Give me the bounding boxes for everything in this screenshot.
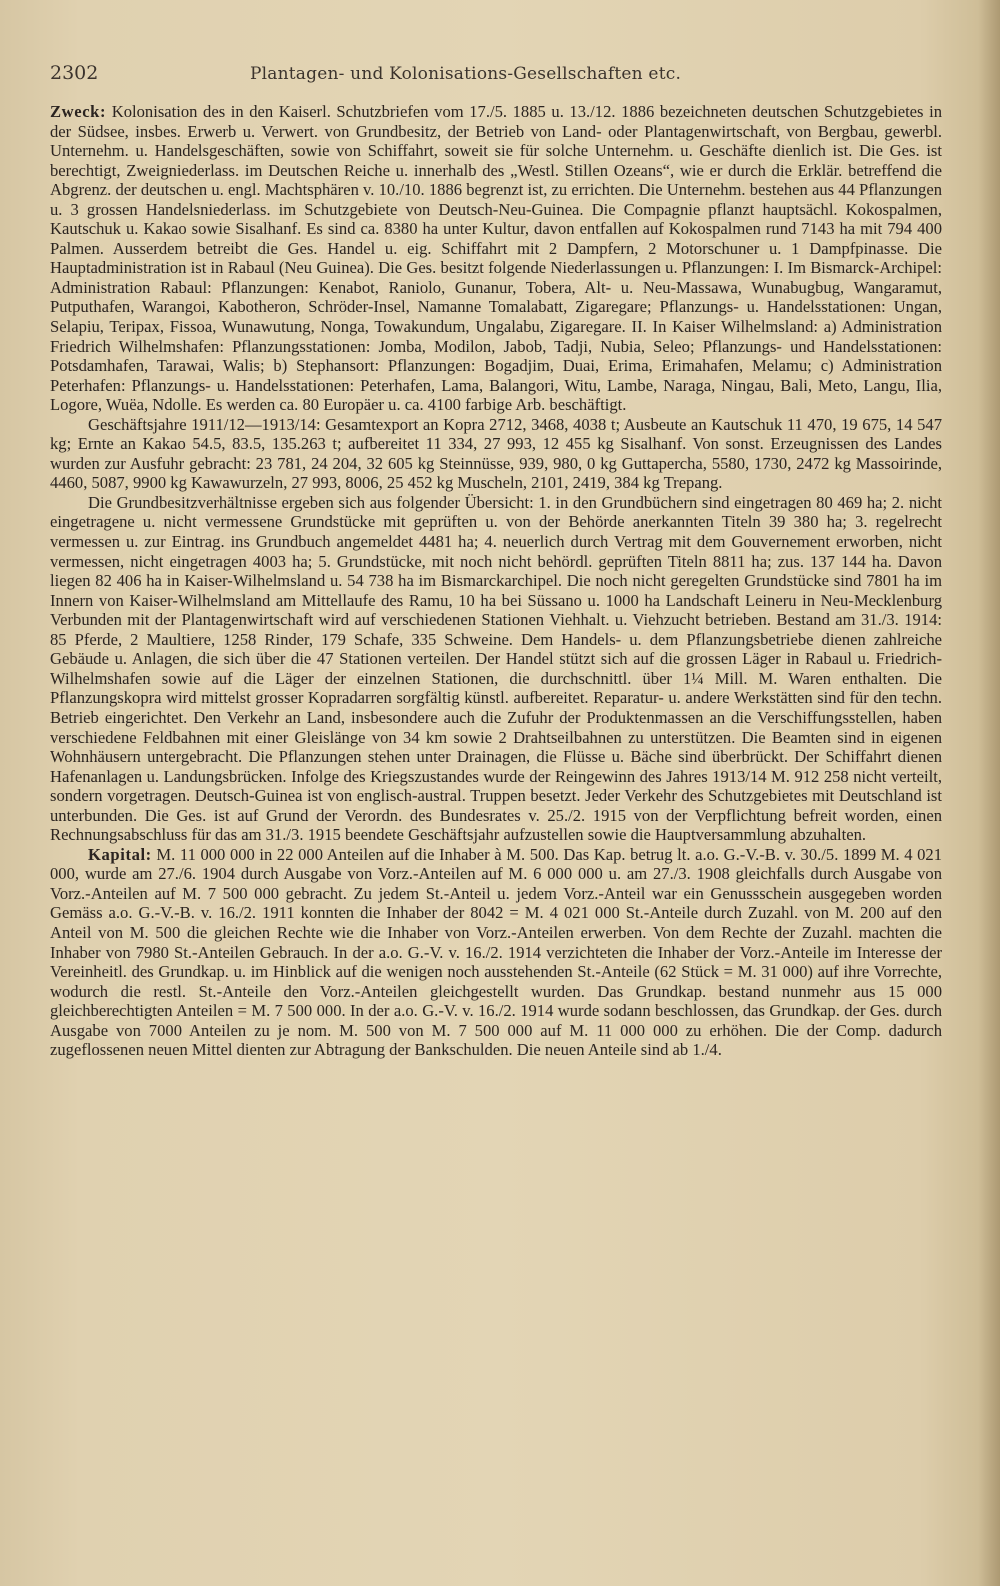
- page-header: [50, 56, 942, 90]
- paragraph-grundbesitz: [50, 493, 942, 845]
- body-text: [50, 102, 942, 1060]
- running-title: Plantagen- und Kolonisations-Gesellschaften etc.: [250, 64, 682, 84]
- paragraph-text: Geschäftsjahre 1911/12—1913/14: Gesamtexport an Kopra 2712, 3468, 4038 t; Ausbeute an Kautschuk 11 470, 19 675, 14 547 kg; Ernte an Kakao 54.5, 83.5, 135.263 t; aufbereitet 11 334, 27 993, 12 455 kg Sisalhanf. Von sonst. Erzeugnissen des Landes wurden zur Ausfuhr gebracht: 23 781, 24 204, 32 605 kg Steinnüsse, 939, 980, 0 kg Guttapercha, 5580, 1730, 2472 kg Massoirinde, 4460, 5087, 9900 kg Kawawurzeln, 27 993, 8006, 25 452 kg Muscheln, 2101, 2419, 384 kg Trepang.: [50, 414, 942, 493]
- paragraph-geschaeftsjahre: [50, 415, 942, 493]
- paragraph-text: M. 11 000 000 in 22 000 Anteilen auf die Inhaber à M. 500. Das Kap. betrug lt. a.o. G.-V.-B. v. 30./5. 1899 M. 4 021 000, wurde am 27./6. 1904 durch Ausgabe von Vorz.-Anteilen auf M. 6 000 000 u. am 27./3. 1908 gleichfalls durch Ausgabe von Vorz.-Anteilen auf M. 7 500 000 gebracht. Zu jedem St.-Anteil u. jedem Vorz.-Anteil war ein Genussschein ausgegeben worden Gemäss a.o. G.-V.-B. v. 16./2. 1911 konnten die Inhaber der 8042 = M. 4 021 000 St.-Anteile durch Zuzahl. von M. 200 auf den Anteil von M. 500 die gleichen Rechte wie die Inhaber von Vorz.-Anteilen erwerben. Von dem Rechte der Zuzahl. machten die Inhaber von 7980 St.-Anteilen Gebrauch. In der a.o. G.-V. v. 16./2. 1914 verzichteten die Inhaber der Vorz.-Anteile im Interesse der Vereinheitl. des Grundkap. u. im Hinblick auf die wenigen noch ausstehenden St.-Anteile (62 Stück = M. 31 000) auf ihre Vorrechte, wodurch die restl. St.-Anteile den Vorz.-Anteilen gleichgestellt wurden. Das Grundkap. bestand nunmehr aus 15 000 gleichberechtigten Anteilen = M. 7 500 000. In der a.o. G.-V. v. 16./2. 1914 wurde sodann beschlossen, das Grundkap. der Ges. durch Ausgabe von 7000 Anteilen zu je nom. M. 500 von M. 7 500 000 auf M. 11 000 000 zu erhöhen. Die der Comp. dadurch zugeflossenen neuen Mittel dienten zur Abtragung der Bankschulden. Die neuen Anteile sind ab 1./4.: [50, 844, 942, 1060]
- paragraph-text: Die Grundbesitzverhältnisse ergeben sich aus folgender Übersicht: 1. in den Grundbüchern sind eingetragen 80 469 ha; 2. nicht eingetragene u. nicht vermessene Grundstücke mit geprüften u. von der Behörde anerkannten Titeln 39 380 ha; 3. regelrecht vermessen u. zur Eintrag. ins Grundbuch angemeldet 4481 ha; 4. neuerlich durch Vertrag mit dem Gouvernement erworben, nicht vermessen, nicht eingetragen 4003 ha; 5. Grundstücke, mit noch nicht behördl. geprüften Titeln 8811 ha; zus. 137 144 ha. Davon liegen 82 406 ha in Kaiser-Wilhelmsland u. 54 738 ha im Bismarckarchipel. Die noch nicht geregelten Grundstücke sind 7801 ha im Innern von Kaiser-Wilhelmsland am Mittellaufe des Ramu, 10 ha bei Süssano u. 1000 ha Landschaft Leineru in Neu-Mecklenburg Verbunden mit der Plantagenwirtschaft wird auf verschiedenen Stationen Viehhalt. u. Viehzucht betrieben. Bestand am 31./3. 1914: 85 Pferde, 2 Maultiere, 1258 Rinder, 179 Schafe, 335 Schweine. Dem Handels- u. dem Pflanzungsbetriebe dienen zahlreiche Gebäude u. Anlagen, die sich über die 47 Stationen verteilen. Der Handel stützt sich auf die grossen Läger in Rabaul u. Friedrich-Wilhelmshafen sowie auf die Läger der einzelnen Stationen, die durchschnittl. über 1¼ Mill. M. Waren enthalten. Die Pflanzungskopra wird mittelst grosser Kopradarren sorgfältig künstl. aufbereitet. Reparatur- u. andere Werkstätten sind für den techn. Betrieb eingerichtet. Den Verkehr an Land, insbesondere auch die Zufuhr der Produktenmassen an die Verschiffungsstellen, haben verschiedene Feldbahnen mit einer Gleislänge von 34 km sowie 2 Drahtseilbahnen zu unterstützen. Die Beamten sind in eigenen Wohnhäusern untergebracht. Die Pflanzungen stehen unter Drainagen, die Flüsse u. Bäche sind überbrückt. Der Schiffahrt dienen Hafenanlagen u. Landungsbrücken. Infolge des Kriegszustandes wurde der Reingewinn des Jahres 1913/14 M. 912 258 nicht verteilt, sondern vorgetragen. Deutsch-Guinea ist von englisch-austral. Truppen besetzt. Jeder Verkehr des Schutzgebietes mit Deutschland ist unterbunden. Die Ges. ist auf Grund der Verordn. des Bundesrates v. 25./2. 1915 von der Verpflichtung befreit worden, einen Rechnungsabschluss für das am 31./3. 1915 beendete Geschäftsjahr aufzustellen sowie die Hauptversammlung abzuhalten.: [50, 492, 942, 845]
- paragraph-text: Kolonisation des in den Kaiserl. Schutzbriefen vom 17./5. 1885 u. 13./12. 1886 bezeichneten deutschen Schutzgebietes in der Südsee, insbes. Erwerb u. Verwert. von Grundbesitz, der Betrieb von Land- oder Plantagenwirtschaft, von Bergbau, gewerbl. Unternehm. u. Handelsgeschäften, sowie von Schiffahrt, soweit sie für solche Unternehm. u. Geschäfte dienlich ist. Die Ges. ist berechtigt, Zweigniederlass. im Deutschen Reiche u. innerhalb des „Westl. Stillen Ozeans“, wie er durch die Erklär. betreffend die Abgrenz. der deutschen u. engl. Machtsphären v. 10./10. 1886 begrenzt ist, zu errichten. Die Unternehm. bestehen aus 44 Pflanzungen u. 3 grossen Handelsniederlass. im Schutzgebiete von Deutsch-Neu-Guinea. Die Compagnie pflanzt hauptsächl. Kokospalmen, Kautschuk u. Kakao sowie Sisalhanf. Es sind ca. 8380 ha unter Kultur, davon entfallen auf Kokospalmen rund 7143 ha mit 794 400 Palmen. Ausserdem betreibt die Ges. Handel u. eig. Schiffahrt mit 2 Dampfern, 2 Motorschuner u. 1 Dampfpinasse. Die Hauptadministration ist in Rabaul (Neu Guinea). Die Ges. besitzt folgende Niederlassungen u. Pflanzungen: I. Im Bismarck-Archipel: Administration Rabaul: Pflanzungen: Kenabot, Raniolo, Gunanur, Tobera, Alt- u. Neu-Massawa, Wunabugbug, Wangaramut, Putputhafen, Warangoi, Kabotheron, Schröder-Insel, Namanne Tomalabatt, Zigaregare; Pflanzungs- u. Handelsstationen: Ungan, Selapiu, Teripax, Fissoa, Wunawutung, Nonga, Towakundum, Ungalabu, Zigaregare. II. In Kaiser Wilhelmsland: a) Administration Friedrich Wilhelmshafen: Pflanzungsstationen: Jomba, Modilon, Jabob, Tadji, Nubia, Seleo; Pflanzungs- und Handelsstationen: Potsdamhafen, Tarawai, Walis; b) Stephansort: Pflanzungen: Bogadjim, Duai, Erima, Erimahafen, Melamu; c) Administration Peterhafen: Pflanzungs- u. Handelsstationen: Peterhafen, Lama, Balangori, Witu, Lambe, Naraga, Ningau, Bali, Meto, Langu, Ilia, Logore, Wuëa, Ndolle. Es werden ca. 80 Europäer u. ca. 4100 farbige Arb. beschäftigt.: [50, 102, 942, 415]
- paragraph-zweck: [50, 102, 942, 415]
- paragraph-kapital: [50, 845, 942, 1060]
- section-label-zweck: Zweck:: [50, 102, 107, 121]
- page-number: 2302: [50, 62, 99, 84]
- section-label-kapital: Kapital:: [88, 844, 152, 864]
